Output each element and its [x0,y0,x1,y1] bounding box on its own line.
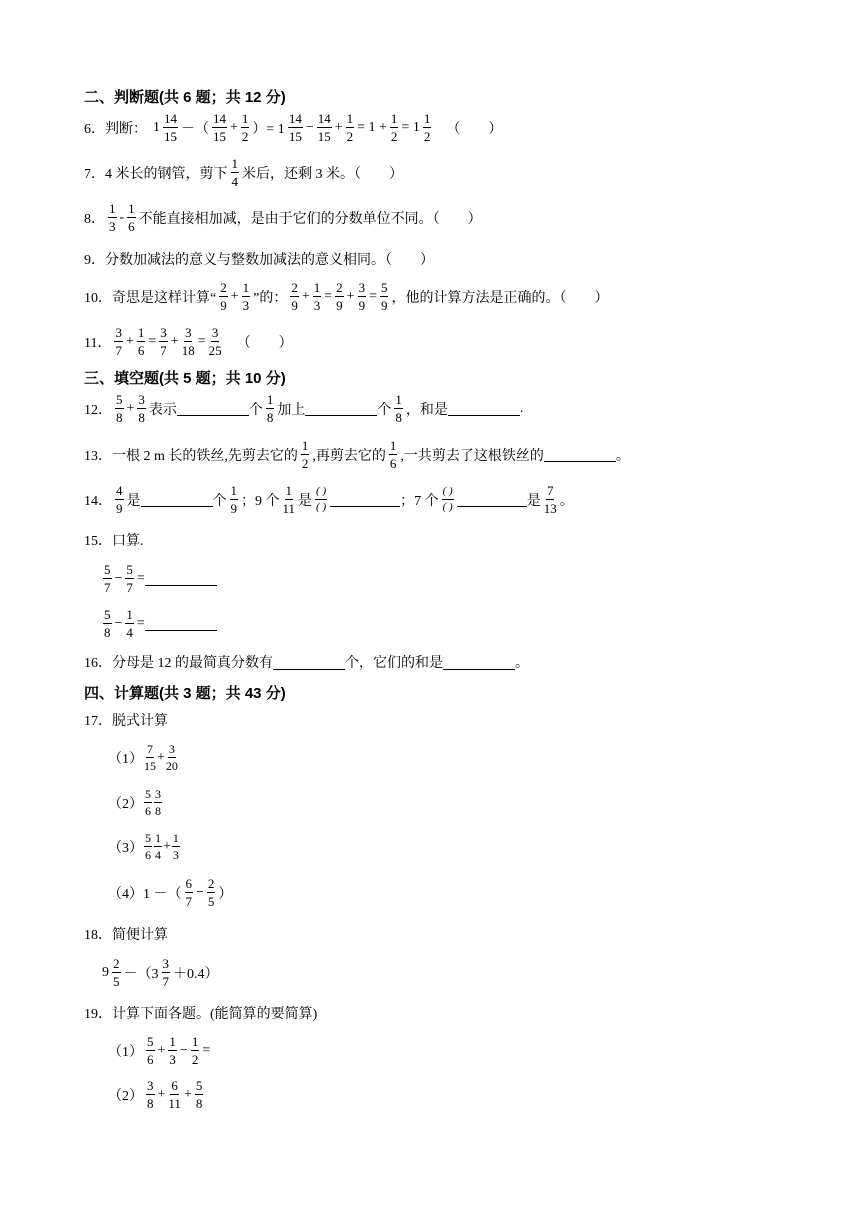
text: 加上 [277,402,306,418]
text: 。 [615,448,630,464]
fraction: $\frac{1}{6}$ [137,325,145,358]
fraction: 5 6 [145,787,151,818]
equals-sign: = [136,615,145,631]
text: ；9 个 [241,493,280,509]
equals-sign: = [202,1042,211,1058]
q17-part-1 [108,743,179,772]
plus-sign: + [157,749,165,765]
equals-sign: = [136,570,145,586]
part-label: （2） [108,1088,143,1104]
answer-blank[interactable] [330,492,400,507]
text: 7．4 米长的钢管，剪下 [84,166,228,182]
minus-sign: − [179,1042,188,1058]
fraction: $\frac{3}{25}$ [208,325,222,358]
fraction: 1 3 [109,201,116,234]
answer-blank[interactable] [443,655,515,670]
fraction: 14 15 [288,111,302,144]
fraction: 14 15 [164,111,177,144]
fraction: 3 8 [155,787,161,818]
text: 个 [212,493,227,509]
text: 13．一根 2 m 长的铁丝,先剪去它的 [84,448,298,464]
fraction: $\frac{2}{9}$ [336,280,343,313]
fraction: 1 6 [389,438,397,471]
q17-part-2 [108,788,163,817]
question-number: 14． [84,493,112,509]
text: 米后，还剩 3 米。（ ） [242,166,403,182]
question-12 [84,393,523,424]
fraction: 5 6 [147,1034,154,1067]
equals-sign: = [369,288,377,304]
section-title-fill-in: 三、填空题(共 5 题；共 10 分) [84,370,286,387]
text: 是 [298,493,313,509]
question-18: 18．简便计算 [84,928,168,943]
plus-sign: + [183,1086,192,1102]
fraction: 3 7 [162,956,169,989]
text: 是 [526,493,541,509]
answer-blank[interactable] [273,655,345,670]
fraction: 7 13 [543,483,557,516]
fraction: 1 9 [230,483,237,516]
fraction: $\frac{1}{3}$ [169,1034,176,1067]
whole-number: 1 [153,119,160,135]
q19-part-1 [108,1035,210,1066]
fraction: 2 9 [220,280,227,313]
fraction: 5 8 [104,607,111,640]
text: ，和是 [405,402,448,418]
fraction: $\frac{1}{3}$ [313,280,321,313]
fraction: $\frac{1}{2}$ [390,111,398,144]
text: －（3 [123,966,159,982]
fraction: 5 8 [116,392,123,425]
fraction: $\frac{3}{8}$ [138,392,145,425]
text: 16．分母是 12 的最简真分数有 [84,656,273,671]
text: = 1 + [357,119,387,135]
question-16 [84,652,529,672]
fraction-blank[interactable]: ( ) ( ) [316,485,327,513]
question-8 [84,202,482,233]
text: = 1 [401,119,420,135]
fraction: 1 2 [301,438,309,471]
fraction: $\frac{5}{8}$ [195,1078,203,1111]
part-label: （3） [108,840,143,856]
fraction: $\frac{14}{15}$ [317,111,331,144]
plus-sign: + [230,288,239,304]
question-17: 17．脱式计算 [84,714,168,729]
part-label: （2） [108,796,143,812]
answer-blank[interactable] [145,616,217,631]
fraction: 1 8 [266,392,274,425]
minus-sign: − [196,884,204,900]
fraction: 1 11 [282,483,296,516]
text: 。 [515,656,529,671]
fraction: 3 8 [147,1078,154,1111]
question-13 [84,439,630,470]
text: ＋0.4） [173,966,219,982]
question-14 [84,484,574,515]
q17-part-4 [108,877,232,908]
section-title-calculation: 四、计算题(共 3 题；共 43 分) [84,685,286,702]
answer-blank[interactable] [305,401,377,416]
text: 10．奇思是这样计算“ [84,290,217,306]
section-title-judgment: 二、判断题(共 6 题；共 12 分) [84,89,286,106]
equals-sign: = [148,333,157,349]
fraction: $\frac{3}{9}$ [358,280,366,313]
question-19: 19．计算下面各题。(能简算的要简算) [84,1007,318,1022]
fraction: 1 2 [423,111,431,144]
fraction: $\frac{1}{2}$ [346,111,354,144]
q17-part-3 [108,832,181,861]
fraction: 1 8 [395,392,402,425]
q18-expression [102,957,219,988]
text: －（ [181,121,209,137]
plus-sign: + [301,288,310,304]
plus-sign: + [230,119,238,135]
text: ）= 1 [252,121,285,137]
text: 1 －（ [143,886,182,902]
part-label: （4） [108,886,143,902]
plus-sign: + [346,288,355,304]
answer-blank[interactable] [145,571,217,586]
question-number: 6．判断： [84,121,147,137]
answer-blank[interactable] [448,401,520,416]
minus-sign: − [114,570,123,586]
part-label: （1） [108,1044,143,1060]
fraction: $\frac{1}{2}$ [241,111,249,144]
text: . [519,400,524,416]
fraction-blank[interactable]: ( ) ( ) [442,485,453,513]
plus-sign: + [170,333,179,349]
fraction: 1 6 [128,201,135,234]
fraction: $\frac{3}{18}$ [181,325,195,358]
plus-sign: + [163,838,171,854]
plus-sign: + [125,333,134,349]
fraction: $\frac{1}{4}$ [126,607,133,640]
fraction: $\frac{5}{9}$ [380,280,388,313]
text: 。 [559,493,574,509]
plus-sign: + [126,400,135,416]
text: 表示 [148,402,177,418]
text: 个 [248,402,263,418]
text: ） [218,886,233,902]
fraction: $\frac{6}{11}$ [168,1078,181,1111]
text: 不能直接相加减，是由于它们的分数单位不同。（ ） [138,211,482,227]
answer-parentheses[interactable]: （ ） [446,121,503,137]
text: 个 [377,402,392,418]
fraction: 6 7 [185,876,192,909]
fraction: 7 15 [144,742,156,773]
text: 是 [126,493,141,509]
question-number: 8． [84,211,105,227]
answer-blank[interactable] [141,492,213,507]
fraction: 2 5 [113,956,120,989]
fraction: $\frac{1}{3}$ [172,831,179,862]
question-11 [84,326,293,357]
fraction: $\frac{2}{5}$ [207,876,215,909]
plus-sign: + [157,1042,166,1058]
plus-sign: + [334,119,343,135]
part-label: （1） [108,751,143,767]
text: ，他的计算方法是正确的。（ ） [391,290,609,306]
minus-sign: − [114,615,123,631]
text: ；7 个 [400,493,439,509]
question-number: 12． [84,402,112,418]
text: ,一共剪去了这根铁丝的 [400,448,544,464]
question-number: 11． [84,335,112,351]
text: ,再剪去它的 [312,448,386,464]
plus-sign: + [157,1086,166,1102]
fraction: 1 4 [231,156,238,189]
question-10 [84,281,608,312]
fraction: 4 9 [116,483,123,516]
fraction: $\frac{3}{7}$ [160,325,167,358]
answer-blank[interactable] [177,401,249,416]
fraction: $\frac{3}{20}$ [165,742,178,773]
answer-parentheses[interactable]: （ ） [236,335,293,351]
question-9: 9．分数加减法的意义与整数加减法的意义相同。（ ） [84,253,434,268]
answer-blank[interactable] [457,492,527,507]
q19-part-2 [108,1079,206,1110]
minus-sign: - [119,209,125,225]
equals-sign: = [197,333,206,349]
question-6 [84,112,502,143]
mental-calc-row-1 [100,563,217,594]
fraction: 5 6 [145,831,151,862]
fraction: 3 7 [115,325,122,358]
minus-sign: − [305,119,314,135]
question-7 [84,157,403,188]
answer-blank[interactable] [544,447,616,462]
question-15: 15．口算. [84,534,144,549]
fraction: 5 7 [104,562,111,595]
text: 个，它们的和是 [345,656,443,671]
fraction: $\frac{1}{2}$ [191,1034,199,1067]
text: ”的： [253,290,288,306]
fraction: 14 15 [213,111,226,144]
equals-sign: = [324,288,333,304]
fraction: $\frac{5}{7}$ [126,562,133,595]
whole-number: 9 [102,964,109,980]
mental-calc-row-2 [100,608,217,639]
fraction: 2 9 [291,280,298,313]
fraction: $\frac{1}{3}$ [242,280,250,313]
fraction: 1 4 [155,831,161,862]
